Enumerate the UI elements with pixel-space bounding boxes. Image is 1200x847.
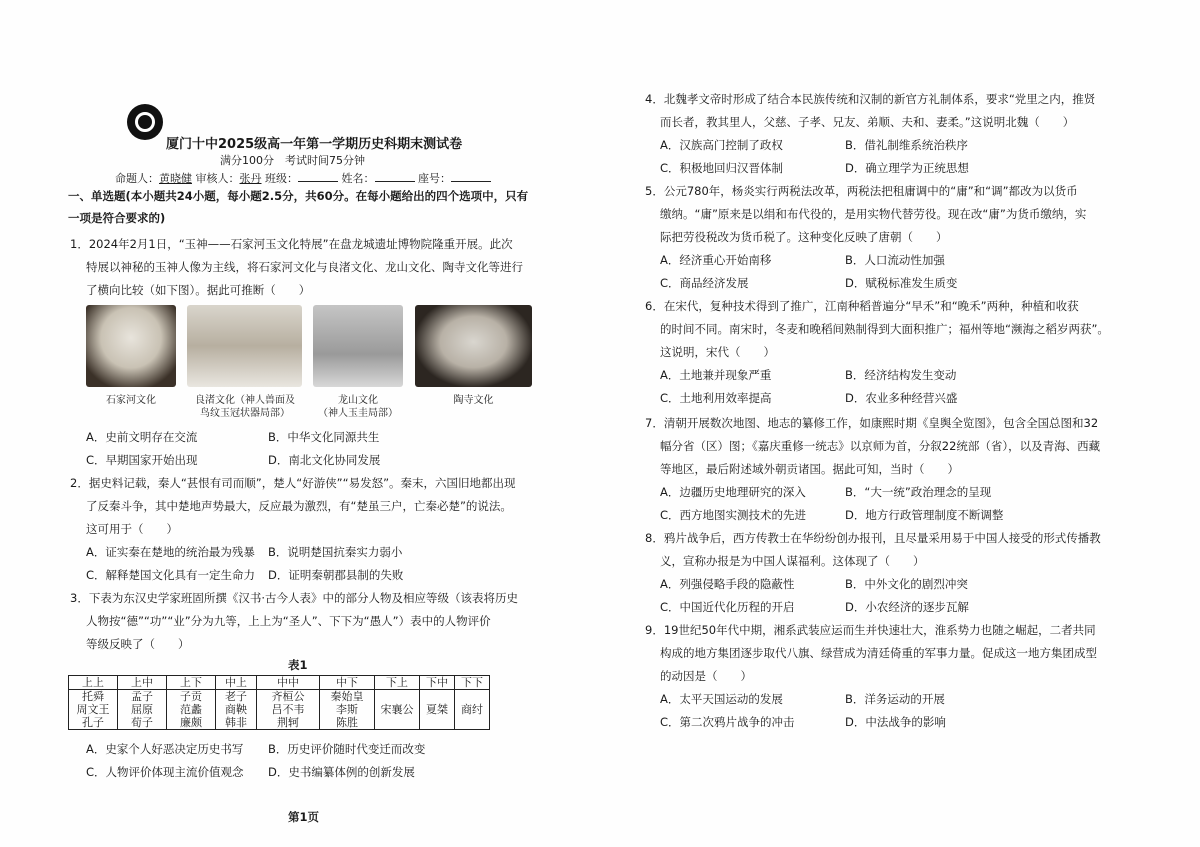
person: 老子 [225,690,247,703]
q7-line-3: 等地区，最后附述域外朝贡诸国。据此可知，当时（ ） [660,462,959,476]
q9-line-1: 9．19世纪50年代中期，湘系武装应运而生并快速壮大，淮系势力也随之崛起，二者共同 [645,623,1096,637]
table-cell: 商纣 [455,690,490,730]
seat-label: 座号： [418,172,451,185]
q6-option-b[interactable]: B．经济结构发生变动 [845,368,957,382]
caption-liangzhu-1: 良渚文化（神人兽面及 [195,395,295,406]
q6-line-1: 6．在宋代，复种技术得到了推广，江南种稻普遍分“早禾”和“晚禾”两种，种植和收获 [645,299,1079,313]
q9-option-b[interactable]: B．洋务运动的开展 [845,692,945,706]
person: 荀子 [131,716,153,729]
q2-line-1: 2．据史料记载，秦人“甚恨有司而顺”，楚人“好游侠”“易发怒”。秦末，六国旧地都出现 [70,476,516,490]
table-header-cell: 下中 [420,676,455,690]
table-header-cell: 上中 [118,676,167,690]
q6-option-a[interactable]: A．土地兼并现象严重 [660,368,772,382]
caption-shijiahe: 石家河文化 [106,395,156,406]
q4-line-2: 而长者，教其里人，父慈、子孝、兄友、弟顺、夫和、妻柔。”这说明北魏（ ） [660,115,1075,129]
ranking-table [68,675,490,730]
q5-option-b[interactable]: B．人口流动性加强 [845,253,945,267]
person: 陈胜 [336,716,358,729]
q1-option-b[interactable]: B．中华文化同源共生 [268,430,380,444]
taosi-jade-image [415,305,532,387]
person: 周文王 [76,703,110,716]
table-header-row [69,676,490,690]
q7-line-2: 幅分省（区）图；《嘉庆重修一统志》以京师为首，分叙22统部（省），以及青海、西藏 [660,439,1101,453]
q8-option-c[interactable]: C．中国近代化历程的开启 [660,600,795,614]
q8-line-2: 义，宣称办报是为中国人谋福利。这体现了（ ） [660,554,925,568]
q1-line-3: 了横向比较（如下图）。据此可推断（ ） [86,283,311,297]
q6-option-c[interactable]: C．土地利用效率提高 [660,391,772,405]
q1-line-2: 特展以神秘的玉神人像为主线，将石家河文化与良渚文化、龙山文化、陶寺文化等进行 [86,260,523,274]
q6-option-d[interactable]: D．农业多种经营兴盛 [845,391,958,405]
table-header-cell: 上下 [167,676,216,690]
q2-line-3: 这可用于（ ） [86,522,178,536]
score-time: 满分100分 考试时间75分钟 [220,154,365,167]
person: 商鞅 [225,703,247,716]
name-label: 姓名： [341,172,375,185]
q2-line-2: 了反秦斗争，其中楚地声势最大，反应最为激烈，有“楚虽三户，亡秦必楚”的说法。 [86,499,512,513]
q1-option-a[interactable]: A．史前文明存在交流 [86,430,198,444]
person: 孟子 [131,690,153,703]
q4-option-d[interactable]: D．确立理学为正统思想 [845,161,969,175]
school-logo-icon [127,104,163,140]
q1-line-1: 1．2024年2月1日，“玉神——石家河玉文化特展”在盘龙城遗址博物院隆重开展。此次 [70,237,513,251]
reviewer-label: 审核人： [195,172,240,185]
q7-option-d[interactable]: D．地方行政管理制度不断调整 [845,508,1004,522]
q5-option-a[interactable]: A．经济重心开始南移 [660,253,772,267]
q3-line-2: 人物按“德”“功”“业”分为九等，上上为“圣人”、下下为“愚人”）表中的人物评价 [86,614,491,628]
reviewer-name: 张丹 [239,172,262,185]
table-cell [118,690,167,730]
q5-option-d[interactable]: D．赋税标准发生质变 [845,276,958,290]
q8-option-b[interactable]: B．中外文化的剧烈冲突 [845,577,968,591]
q5-line-3: 际把劳役税改为货币税了。这种变化反映了唐朝（ ） [660,230,948,244]
q6-line-3: 这说明，宋代（ ） [660,345,775,359]
table-header-cell: 上上 [69,676,118,690]
q9-line-2: 构成的地方集团逐步取代八旗、绿营成为清廷倚重的军事力量。促成这一地方集团成型 [660,646,1097,660]
q9-line-3: 的动因是（ ） [660,669,752,683]
caption-longshan-2: （神人玉圭局部） [318,408,398,419]
q7-option-b[interactable]: B．“大一统”政治理念的呈现 [845,485,992,499]
exam-title: 厦门十中2025级高一年第一学期历史科期末测试卷 [166,137,463,152]
person: 廉颇 [180,716,202,729]
q3-option-b[interactable]: B．历史评价随时代变迁而改变 [268,742,426,756]
table-header-cell: 下下 [455,676,490,690]
page-number: 第1页 [288,810,320,824]
q9-option-a[interactable]: A．太平天国运动的发展 [660,692,783,706]
table-cell [320,690,375,730]
shijiahe-jade-image [86,305,176,387]
q4-option-c[interactable]: C．积极地回归汉晋体制 [660,161,784,175]
q7-line-1: 7．清朝开展数次地图、地志的纂修工作，如康熙时期《皇舆全览图》，包含全国总图和32 [645,416,1099,430]
person: 吕不韦 [271,703,305,716]
person: 范蠡 [180,703,202,716]
q5-option-c[interactable]: C．商品经济发展 [660,276,749,290]
table-header-cell: 中上 [216,676,257,690]
table-cell [257,690,320,730]
q5-line-2: 缴纳。“庸”原来是以绢和布代役的，是用实物代替劳役。现在改“庸”为货币缴纳，实 [660,207,1087,221]
person: 子贡 [180,690,202,703]
q3-option-a[interactable]: A．史家个人好恶决定历史书写 [86,742,244,756]
person: 荆轲 [277,716,299,729]
table-cell [216,690,257,730]
q2-option-a[interactable]: A．证实秦在楚地的统治最为残暴 [86,545,255,559]
section-heading-2: 一项是符合要求的) [68,211,166,225]
longshan-jade-image [313,305,403,387]
q8-line-1: 8．鸦片战争后，西方传教士在华纷纷创办报刊，且尽量采用易于中国人接受的形式传播教 [645,531,1101,545]
person: 齐桓公 [271,690,305,703]
section-heading-1: 一、单选题(本小题共24小题，每小题2.5分，共60分。在每小题给出的四个选项中，只有 [68,189,529,203]
seat-field[interactable] [451,171,491,182]
q9-option-d[interactable]: D．中法战争的影响 [845,715,946,729]
q3-option-c[interactable]: C．人物评价体现主流价值观念 [86,765,244,779]
caption-longshan-1: 龙山文化 [338,395,378,406]
table-header-cell: 中下 [320,676,375,690]
author-row [115,171,491,186]
q9-option-c[interactable]: C．第二次鸦片战争的冲击 [660,715,795,729]
table-header-cell: 下上 [375,676,420,690]
person: 托舜 [82,690,104,703]
class-label: 班级： [265,172,298,185]
q4-option-b[interactable]: B．借礼制维系统治秩序 [845,138,968,152]
q6-line-2: 的时间不同。南宋时，冬麦和晚稻间熟制得到大面积推广；福州等地“濒海之稻岁两获”。 [660,322,1109,336]
q7-option-c[interactable]: C．西方地图实测技术的先进 [660,508,807,522]
q7-option-a[interactable]: A．边疆历史地理研究的深入 [660,485,806,499]
q3-line-1: 3．下表为东汉史学家班固所撰《汉书·古今人表》中的部分人物及相应等级（该表将历史 [70,591,518,605]
author-label: 命题人： [115,172,159,185]
name-field[interactable] [375,171,415,182]
q2-option-d[interactable]: D．证明秦朝郡县制的失败 [268,568,404,582]
q2-option-b[interactable]: B．说明楚国抗秦实力弱小 [268,545,403,559]
person: 秦始皇 [330,690,364,703]
person: 韩非 [225,716,247,729]
class-field[interactable] [298,171,338,182]
person: 李斯 [336,703,358,716]
q8-option-a[interactable]: A．列强侵略手段的隐蔽性 [660,577,795,591]
caption-liangzhu-2: 鸟纹玉冠状器局部） [200,408,290,419]
q4-line-1: 4．北魏孝文帝时形成了结合本民族传统和汉制的新官方礼制体系，要求“党里之内，推贤 [645,92,1096,106]
q5-line-1: 5．公元780年，杨炎实行两税法改革，两税法把租庸调中的“庸”和“调”都改为以货币 [645,184,1078,198]
q3-line-3: 等级反映了（ ） [86,637,190,651]
person: 屈原 [131,703,153,716]
q3-option-d[interactable]: D．史书编纂体例的创新发展 [268,765,415,779]
person: 孔子 [82,716,104,729]
q1-option-c[interactable]: C．早期国家开始出现 [86,453,198,467]
table-row [69,690,490,730]
table-cell [167,690,216,730]
table-cell: 夏桀 [420,690,455,730]
q2-option-c[interactable]: C．解释楚国文化具有一定生命力 [86,568,256,582]
table-cell: 宋襄公 [375,690,420,730]
table-header-cell: 中中 [257,676,320,690]
q4-option-a[interactable]: A．汉族高门控制了政权 [660,138,783,152]
q8-option-d[interactable]: D．小农经济的逐步瓦解 [845,600,969,614]
table-cell [69,690,118,730]
table-title: 表1 [288,658,308,672]
author-name: 黄晓健 [159,172,192,185]
caption-taosi: 陶寺文化 [453,395,494,406]
liangzhu-jade-image [187,305,302,387]
q1-option-d[interactable]: D．南北文化协同发展 [268,453,381,467]
